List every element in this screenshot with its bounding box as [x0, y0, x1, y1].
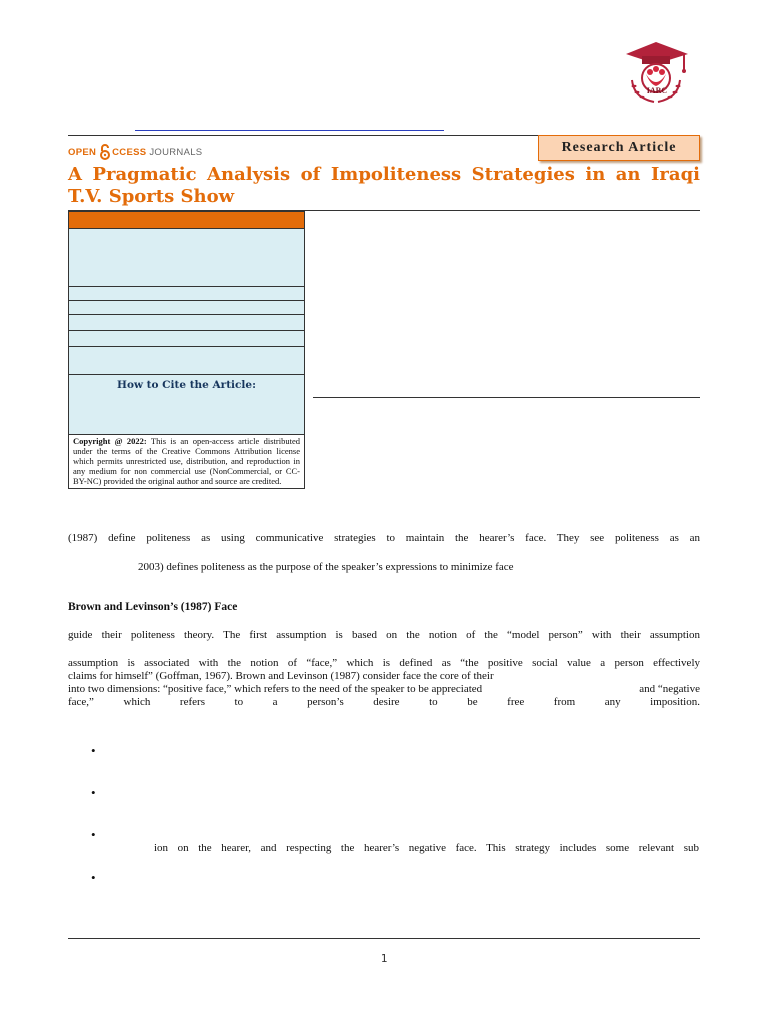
- open-access-journals-logo: [68, 142, 202, 162]
- logo-text: IARC: [646, 86, 668, 95]
- brand-access: CCESS: [112, 146, 147, 158]
- brand-open: OPEN: [68, 146, 97, 158]
- how-to-cite-cell: [69, 375, 304, 435]
- iarc-logo: [618, 40, 698, 108]
- copyright-notice: [69, 435, 304, 488]
- article-info-box: [68, 211, 305, 489]
- footer-rule: [68, 938, 700, 939]
- list-bullet: •: [91, 785, 96, 800]
- list-bullet: •: [91, 743, 96, 758]
- page-number: 1: [380, 952, 388, 965]
- paragraph-line: face,” which refers to a person’s desire to be free from any imposition.: [68, 696, 700, 708]
- journal-link-underline[interactable]: [135, 130, 444, 131]
- paragraph-line: claims for himself” (Goffman, 1967). Brown and Levinson (1987) consider face the core of their: [68, 670, 494, 682]
- infobox-row: [69, 287, 304, 301]
- abstract-rule: [313, 397, 700, 398]
- infobox-header-bar: [69, 212, 304, 229]
- paragraph-line-part: into two dimensions: “positive face,” which refers to the need of the speaker to be appreciated: [68, 683, 483, 695]
- list-bullet: •: [91, 870, 96, 885]
- body-paragraph-3: guide their politeness theory. The first assumption is based on the notion of the “model person” with their assumption: [68, 629, 700, 641]
- infobox-row: [69, 347, 304, 375]
- body-paragraph-5: ion on the hearer, and respecting the hearer’s negative face. This strategy includes some relevant sub: [154, 842, 699, 854]
- section-heading: Brown and Levinson’s (1987) Face: [68, 601, 238, 613]
- list-bullet: •: [91, 827, 96, 842]
- copyright-text: This is an open-access article distributed under the terms of the Creative Commons Attribution license which permits unrestricted use, distribution, and reproduction in any medium for non commercial use (NonCommercial, or CC-BY-NC) provided the original author and source are credited.: [73, 436, 300, 486]
- infobox-row: [69, 331, 304, 347]
- copyright-label: Copyright @ 2022:: [73, 436, 147, 446]
- infobox-row: [69, 315, 304, 331]
- article-title: A Pragmatic Analysis of Impoliteness Strategies in an Iraqi T.V. Sports Show: [68, 164, 700, 207]
- brand-journals: JOURNALS: [149, 146, 203, 158]
- paragraph-line: assumption is associated with the notion of “face,” which is defined as “the positive social value a person effectively: [68, 657, 700, 669]
- open-access-lock-icon: [99, 144, 111, 160]
- infobox-row: [69, 301, 304, 315]
- paragraph-line-part: and “negative: [639, 683, 700, 695]
- infobox-authors-cell: [69, 229, 304, 287]
- research-article-badge: Research Article: [538, 135, 700, 161]
- graduation-cap-icon: [618, 40, 698, 108]
- body-paragraph-1: (1987) define politeness as using communicative strategies to maintain the hearer’s face. They see politeness as an: [68, 532, 700, 544]
- body-paragraph-2: 2003) defines politeness as the purpose of the speaker’s expressions to minimize face: [138, 561, 514, 573]
- how-to-cite-heading: How to Cite the Article:: [117, 379, 256, 391]
- body-paragraph-4: [68, 657, 700, 709]
- paragraph-line: [68, 683, 700, 696]
